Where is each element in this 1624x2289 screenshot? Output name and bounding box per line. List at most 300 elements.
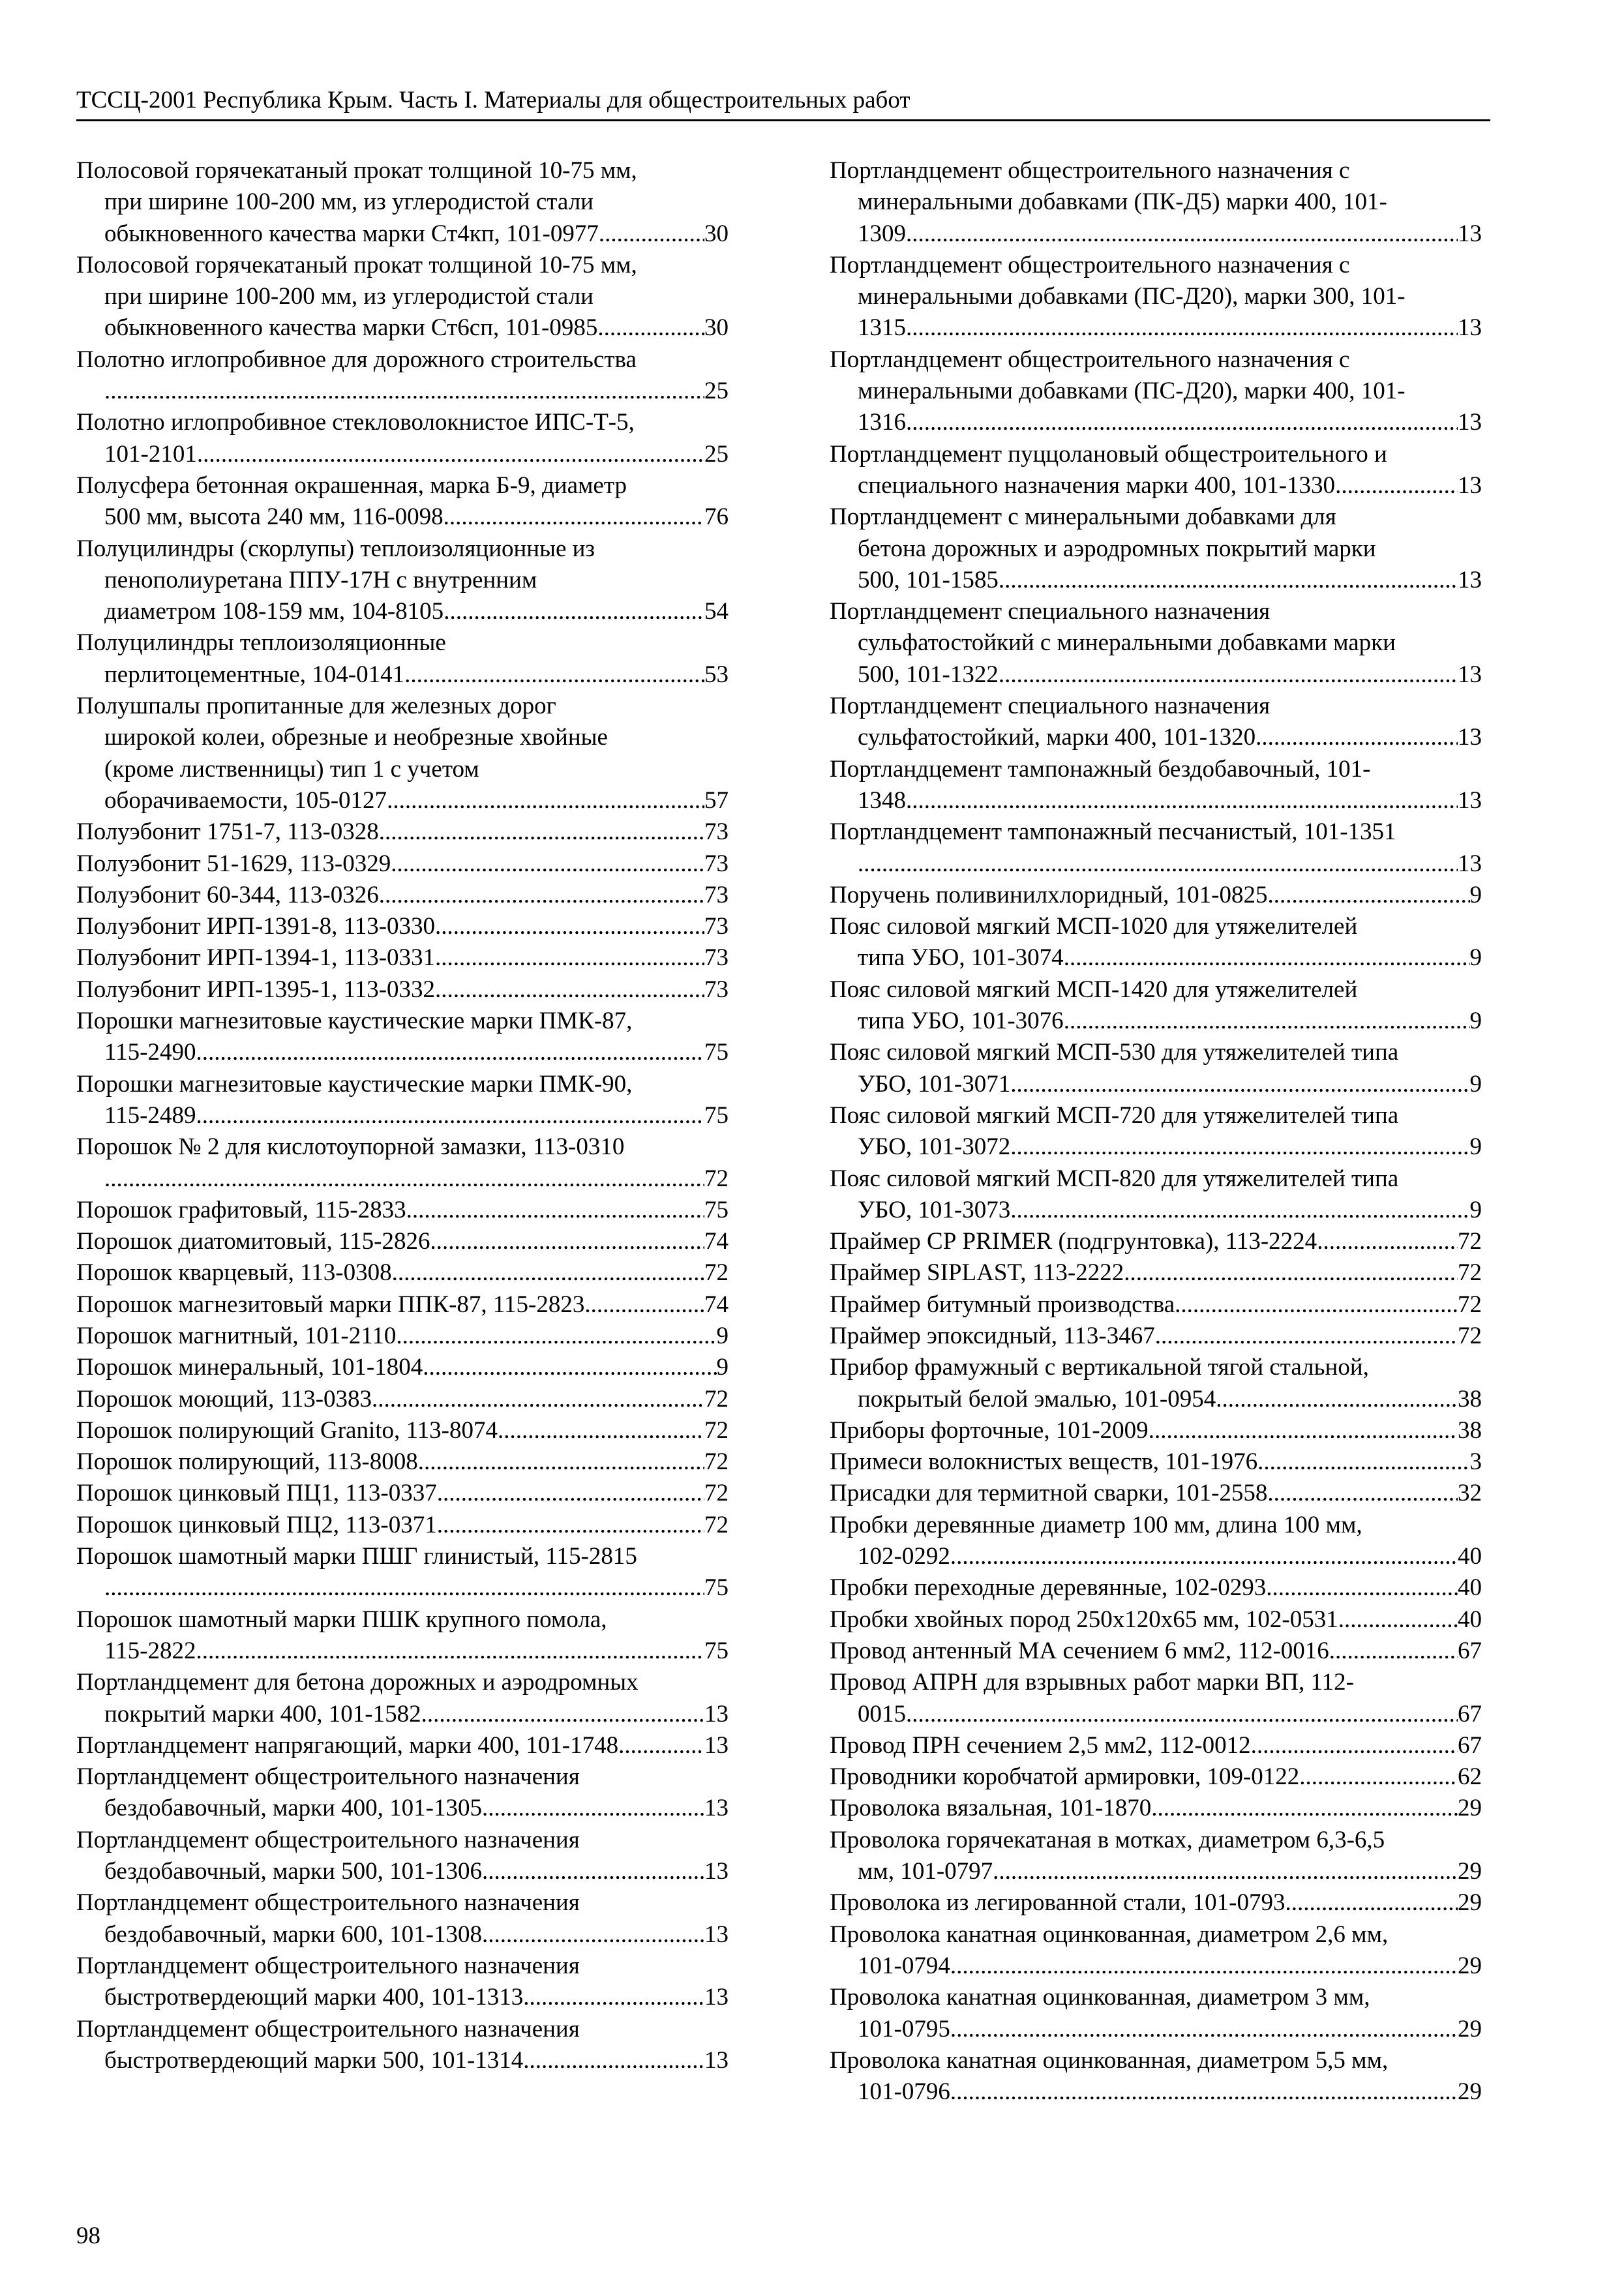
index-entry-page: 13 bbox=[1458, 724, 1482, 751]
index-entry-page: 54 bbox=[704, 598, 729, 625]
index-entry bbox=[830, 439, 1482, 502]
index-entry-line: Портландцемент общестроительного назначения bbox=[76, 1826, 580, 1853]
index-entry-page: 29 bbox=[1458, 1952, 1482, 1979]
dot-leader bbox=[372, 1384, 704, 1415]
index-entry-text: Проволока из легированной стали, 101-0793 bbox=[830, 1889, 1286, 1917]
index-entry-leader-row bbox=[76, 1446, 729, 1478]
dot-leader bbox=[1267, 1478, 1458, 1509]
index-entry-leader-row bbox=[830, 1384, 1482, 1415]
index-entry-line: Порошок шамотный марки ПШК крупного помола, bbox=[76, 1606, 607, 1633]
index-entry bbox=[76, 1226, 729, 1257]
index-entry-page: 72 bbox=[704, 1480, 729, 1507]
dot-leader bbox=[1335, 470, 1458, 501]
index-entry-text: Поручень поливинилхлоридный, 101-0825 bbox=[830, 881, 1268, 908]
index-entry bbox=[830, 1257, 1482, 1289]
index-entry-leader-row bbox=[830, 1699, 1482, 1730]
dot-leader bbox=[1299, 1761, 1458, 1793]
index-entry-text: Полуэбонит 1751-7, 113-0328 bbox=[76, 818, 379, 846]
index-entry-text: 0015 bbox=[858, 1700, 906, 1728]
index-entry bbox=[830, 155, 1482, 250]
index-entry-line: Пояс силовой мягкий МСП-720 для утяжелителей типа bbox=[830, 1101, 1399, 1129]
index-entry-leader-row bbox=[76, 880, 729, 911]
dot-leader bbox=[482, 1919, 704, 1951]
index-entry-text: Полуэбонит 51-1629, 113-0329 bbox=[76, 850, 391, 877]
index-entry-line: Полушпалы пропитанные для железных дорог bbox=[76, 693, 556, 720]
index-entry-leader-row bbox=[76, 1384, 729, 1415]
index-entry-text: Порошок полирующий Granito, 113-8074 bbox=[76, 1416, 498, 1444]
index-entry-page: 73 bbox=[704, 944, 729, 972]
index-entry-leader-row bbox=[76, 1195, 729, 1226]
index-entry-page: 29 bbox=[1458, 2015, 1482, 2042]
index-entry bbox=[76, 407, 729, 470]
index-entry-leader-row bbox=[830, 312, 1482, 344]
dot-leader bbox=[435, 942, 704, 974]
index-entry bbox=[76, 2014, 729, 2077]
index-entry bbox=[830, 250, 1482, 344]
index-entry-page: 75 bbox=[704, 1637, 729, 1664]
index-entry-leader-row bbox=[76, 439, 729, 470]
dot-leader bbox=[482, 1856, 704, 1887]
dot-leader bbox=[1256, 722, 1458, 753]
index-entry-page: 30 bbox=[704, 314, 729, 342]
index-entry bbox=[76, 1446, 729, 1478]
index-entry-text: Порошок моющий, 113-0383 bbox=[76, 1385, 372, 1413]
index-entry-text: Полуэбонит ИРП-1394-1, 113-0331 bbox=[76, 944, 436, 972]
index-entry-page: 75 bbox=[704, 1196, 729, 1223]
index-entry bbox=[76, 1384, 729, 1415]
dot-leader bbox=[104, 1163, 704, 1195]
index-entry-text: обыкновенного качества марки Ст4кп, 101-0977 bbox=[104, 220, 599, 247]
index-entry-page: 76 bbox=[704, 503, 729, 531]
index-entry-text: перлитоцементные, 104-0141 bbox=[104, 661, 405, 688]
index-entry-text: 101-2101 bbox=[104, 440, 197, 468]
index-entry-text: Праймер битумный производства bbox=[830, 1291, 1175, 1318]
index-entry-page: 72 bbox=[704, 1448, 729, 1476]
dot-leader bbox=[196, 1037, 704, 1068]
index-entry bbox=[76, 470, 729, 533]
index-entry bbox=[830, 1289, 1482, 1321]
dot-leader bbox=[1149, 1415, 1458, 1446]
index-entry-text: Портландцемент напрягающий, марки 400, 101-1748 bbox=[76, 1731, 619, 1759]
index-entry-line: Пояс силовой мягкий МСП-820 для утяжелителей типа bbox=[830, 1165, 1399, 1192]
index-entry-text: покрытий марки 400, 101-1582 bbox=[104, 1700, 421, 1728]
running-header: ТССЦ-2001 Республика Крым. Часть I. Материалы для общестроительных работ bbox=[76, 83, 1490, 121]
dot-leader bbox=[523, 2045, 704, 2076]
index-entry bbox=[76, 1887, 729, 1951]
dot-leader bbox=[1257, 1446, 1469, 1478]
index-entry-text: 1348 bbox=[858, 786, 906, 814]
index-entry-text: Проводники коробчатой армировки, 109-0122 bbox=[830, 1763, 1300, 1791]
dot-leader bbox=[1285, 1887, 1458, 1919]
index-entry-page: 72 bbox=[1458, 1228, 1482, 1255]
index-entry bbox=[830, 596, 1482, 691]
index-entry-leader-row bbox=[830, 1730, 1482, 1761]
index-entry-leader-row bbox=[830, 2076, 1482, 2108]
index-entry-text: быстротвердеющий марки 400, 101-1313 bbox=[104, 1984, 524, 2011]
index-entry-line: Проволока канатная оцинкованная, диаметром 5,5 мм, bbox=[830, 2046, 1389, 2074]
index-entry-page: 72 bbox=[704, 1385, 729, 1413]
dot-leader bbox=[906, 1699, 1458, 1730]
index-entry bbox=[76, 942, 729, 974]
index-entry bbox=[76, 1730, 729, 1761]
page-number: 98 bbox=[76, 2222, 100, 2249]
index-entry-leader-row bbox=[830, 785, 1482, 816]
dot-leader bbox=[999, 565, 1458, 596]
dot-leader bbox=[437, 1478, 704, 1509]
index-entry-text: Порошок минеральный, 101-1804 bbox=[76, 1354, 423, 1381]
dot-leader bbox=[950, 2014, 1458, 2045]
index-entry-text: специального назначения марки 400, 101-1330 bbox=[858, 471, 1336, 499]
index-entry-leader-row bbox=[830, 407, 1482, 438]
index-entry-page: 38 bbox=[1458, 1416, 1482, 1444]
index-entry bbox=[830, 1730, 1482, 1761]
index-entry-leader-row bbox=[76, 1919, 729, 1951]
dot-leader bbox=[387, 785, 704, 816]
dot-leader bbox=[950, 1541, 1458, 1572]
index-entry-page: 30 bbox=[704, 220, 729, 247]
index-entry-text: 115-2490 bbox=[104, 1039, 196, 1066]
index-entry-text: Проволока вязальная, 101-1870 bbox=[830, 1795, 1152, 1822]
index-entry-leader-row bbox=[830, 1321, 1482, 1352]
index-entry-leader-row bbox=[830, 1446, 1482, 1478]
index-entry-page: 9 bbox=[1469, 944, 1482, 972]
index-entry-leader-row bbox=[76, 942, 729, 974]
index-entry bbox=[830, 501, 1482, 596]
index-entry-leader-row bbox=[76, 1572, 729, 1604]
index-entry-line: сульфатостойкий с минеральными добавками марки bbox=[858, 629, 1396, 657]
index-entry bbox=[76, 1131, 729, 1195]
dot-leader bbox=[523, 1982, 704, 2013]
index-column-left bbox=[76, 155, 729, 2076]
index-entry bbox=[830, 880, 1482, 911]
index-entry-page: 9 bbox=[716, 1354, 729, 1381]
index-entry-leader-row bbox=[830, 1069, 1482, 1100]
index-entry-page: 9 bbox=[1469, 881, 1482, 908]
index-entry-line: Пояс силовой мягкий МСП-1020 для утяжелителей bbox=[830, 913, 1358, 940]
index-entry-page: 13 bbox=[1458, 661, 1482, 688]
dot-leader bbox=[197, 439, 704, 470]
index-entry-page: 75 bbox=[704, 1574, 729, 1602]
index-entry-leader-row bbox=[76, 785, 729, 816]
index-entry-page: 67 bbox=[1458, 1700, 1482, 1728]
index-entry bbox=[830, 911, 1482, 974]
index-entry-leader-row bbox=[830, 1195, 1482, 1226]
index-entry-page: 29 bbox=[1458, 1889, 1482, 1917]
index-entry-page: 74 bbox=[704, 1291, 729, 1318]
index-entry-line: Портландцемент общестроительного назначения bbox=[76, 1952, 580, 1979]
index-entry-text: Порошок магнезитовый марки ППК-87, 115-2823 bbox=[76, 1291, 585, 1318]
index-entry bbox=[830, 1604, 1482, 1636]
dot-leader bbox=[1266, 1572, 1458, 1604]
index-entry-text: мм, 101-0797 bbox=[858, 1858, 993, 1885]
index-entry-line: Портландцемент общестроительного назначения bbox=[76, 1763, 580, 1791]
dot-leader bbox=[1317, 1226, 1458, 1257]
dot-leader bbox=[950, 1951, 1458, 1982]
index-entry-line: Портландцемент общестроительного назначения bbox=[76, 1889, 580, 1917]
index-entry-text: Провод ПРН сечением 2,5 мм2, 112-0012 bbox=[830, 1731, 1251, 1759]
index-entry-line: Портландцемент для бетона дорожных и аэродромных bbox=[76, 1669, 639, 1696]
index-entry-text: Приборы форточные, 101-2009 bbox=[830, 1416, 1149, 1444]
index-entry-page: 13 bbox=[1458, 471, 1482, 499]
dot-leader bbox=[444, 596, 704, 627]
index-entry-leader-row bbox=[830, 1289, 1482, 1321]
index-entry-line: минеральными добавками (ПС-Д20), марки 300, 101- bbox=[858, 283, 1406, 310]
index-entry-page: 40 bbox=[1458, 1543, 1482, 1570]
index-entry bbox=[76, 974, 729, 1006]
index-entry-text: Праймер эпоксидный, 113-3467 bbox=[830, 1322, 1155, 1349]
index-entry-text: Порошок графитовый, 115-2833 bbox=[76, 1196, 406, 1223]
index-entry bbox=[76, 344, 729, 408]
index-entry-text: бездобавочный, марки 400, 101-1305 bbox=[104, 1795, 482, 1822]
index-entry-leader-row bbox=[830, 659, 1482, 691]
index-entry-page: 29 bbox=[1458, 2078, 1482, 2106]
index-entry-text: Порошок полирующий, 113-8008 bbox=[76, 1448, 418, 1476]
index-entry-text: типа УБО, 101-3076 bbox=[858, 1008, 1064, 1035]
index-entry-leader-row bbox=[830, 880, 1482, 911]
index-entry-line: Пояс силовой мягкий МСП-1420 для утяжелителей bbox=[830, 976, 1358, 1003]
index-column-right bbox=[830, 155, 1482, 2108]
index-entry-page: 13 bbox=[1458, 566, 1482, 593]
index-entry bbox=[830, 1887, 1482, 1919]
index-entry-text: Порошок магнитный, 101-2110 bbox=[76, 1322, 397, 1349]
index-entry-leader-row bbox=[830, 565, 1482, 596]
index-entry-text: 500, 101-1585 bbox=[858, 566, 999, 593]
index-entry-page: 25 bbox=[704, 440, 729, 468]
index-entry-page: 13 bbox=[704, 1921, 729, 1948]
index-entry bbox=[76, 1951, 729, 2014]
index-entry-page: 72 bbox=[1458, 1322, 1482, 1349]
index-entry bbox=[830, 344, 1482, 439]
dot-leader bbox=[1124, 1257, 1458, 1289]
dot-leader bbox=[1251, 1730, 1458, 1761]
dot-leader bbox=[1151, 1793, 1458, 1824]
index-entry-page: 9 bbox=[1469, 1070, 1482, 1098]
dot-leader bbox=[1010, 1131, 1469, 1163]
index-entry-page: 13 bbox=[704, 1858, 729, 1885]
index-entry-leader-row bbox=[76, 1982, 729, 2013]
index-entry bbox=[76, 1352, 729, 1383]
dot-leader bbox=[1267, 880, 1469, 911]
index-entry-leader-row bbox=[76, 1856, 729, 1887]
index-entry-line: Портландцемент общестроительного назначения с bbox=[830, 346, 1350, 373]
dot-leader bbox=[196, 1636, 704, 1667]
dot-leader bbox=[406, 1195, 704, 1226]
index-entry bbox=[830, 1825, 1482, 1888]
index-entry-leader-row bbox=[76, 501, 729, 533]
dot-leader bbox=[392, 1257, 704, 1289]
index-entry-line: Порошок № 2 для кислотоупорной замазки, 113-0310 bbox=[76, 1133, 625, 1161]
index-entry-leader-row bbox=[830, 2014, 1482, 2045]
index-entry-page: 73 bbox=[704, 976, 729, 1003]
index-entry-line: пенополиуретана ППУ-17Н с внутренним bbox=[104, 566, 537, 593]
index-entry-text: 115-2489 bbox=[104, 1101, 196, 1129]
index-entry bbox=[76, 1667, 729, 1730]
index-entry-page: 13 bbox=[1458, 220, 1482, 247]
index-entry-text: Полуэбонит 60-344, 113-0326 bbox=[76, 881, 379, 908]
index-entry bbox=[830, 1352, 1482, 1415]
index-entry bbox=[830, 1037, 1482, 1100]
index-entry bbox=[830, 1478, 1482, 1509]
dot-leader bbox=[858, 848, 1458, 880]
index-entry-leader-row bbox=[830, 1856, 1482, 1887]
index-entry-page: 72 bbox=[704, 1259, 729, 1287]
index-entry bbox=[76, 1541, 729, 1604]
index-entry-text: 101-0795 bbox=[858, 2015, 950, 2042]
index-entry-line: Портландцемент пуццолановый общестроительного и bbox=[830, 440, 1387, 468]
index-entry-leader-row bbox=[830, 942, 1482, 974]
dot-leader bbox=[418, 1446, 704, 1478]
index-entry-text: обыкновенного качества марки Ст6сп, 101-0985 bbox=[104, 314, 598, 342]
index-entry-leader-row bbox=[76, 1037, 729, 1068]
index-entry-text: Полуэбонит ИРП-1391-8, 113-0330 bbox=[76, 913, 436, 940]
dot-leader bbox=[437, 1510, 704, 1541]
index-entry-text: типа УБО, 101-3074 bbox=[858, 944, 1064, 972]
index-entry-leader-row bbox=[76, 1636, 729, 1667]
index-entry-page: 9 bbox=[1469, 1008, 1482, 1035]
index-entry-page: 13 bbox=[1458, 409, 1482, 436]
dot-leader bbox=[1064, 1006, 1470, 1037]
dot-leader bbox=[618, 1730, 704, 1761]
index-entry bbox=[830, 1793, 1482, 1824]
index-entry-leader-row bbox=[830, 1226, 1482, 1257]
index-entry-page: 3 bbox=[1469, 1448, 1482, 1476]
dot-leader bbox=[599, 218, 704, 250]
index-entry-page: 72 bbox=[704, 1416, 729, 1444]
index-entry-leader-row bbox=[76, 1699, 729, 1730]
dot-leader bbox=[498, 1415, 704, 1446]
index-entry-leader-row bbox=[76, 1793, 729, 1824]
index-entry-text: Порошок цинковый ПЦ1, 113-0337 bbox=[76, 1480, 437, 1507]
dot-leader bbox=[435, 974, 704, 1006]
index-entry-leader-row bbox=[76, 312, 729, 344]
index-entry-leader-row bbox=[76, 1415, 729, 1446]
index-entry-leader-row bbox=[830, 1415, 1482, 1446]
index-entry-line: минеральными добавками (ПК-Д5) марки 400, 101- bbox=[858, 188, 1387, 216]
index-entry bbox=[830, 1100, 1482, 1163]
index-entry-line: Порошок шамотный марки ПШГ глинистый, 115-2815 bbox=[76, 1543, 637, 1570]
index-entry-line: (кроме лиственницы) тип 1 с учетом bbox=[104, 755, 479, 783]
index-entry-page: 40 bbox=[1458, 1574, 1482, 1602]
index-entry-page: 73 bbox=[704, 850, 729, 877]
index-entry bbox=[76, 533, 729, 628]
index-entry-text: 115-2822 bbox=[104, 1637, 196, 1664]
index-entry-leader-row bbox=[830, 1541, 1482, 1572]
index-entry-line: Проволока канатная оцинкованная, диаметром 3 мм, bbox=[830, 1984, 1370, 2011]
index-entry-text: оборачиваемости, 105-0127 bbox=[104, 786, 387, 814]
index-entry-line: Портландцемент тампонажный песчанистый, 101-1351 bbox=[830, 818, 1396, 846]
index-entry bbox=[76, 848, 729, 880]
dot-leader bbox=[597, 312, 704, 344]
index-entry bbox=[76, 1415, 729, 1446]
index-entry-page: 13 bbox=[704, 1700, 729, 1728]
index-entry-page: 9 bbox=[716, 1322, 729, 1349]
index-entry-leader-row bbox=[76, 1289, 729, 1321]
index-entry-line: Портландцемент общестроительного назначения с bbox=[830, 157, 1350, 184]
index-entry-leader-row bbox=[76, 218, 729, 250]
dot-leader bbox=[104, 376, 704, 407]
index-entry bbox=[76, 627, 729, 691]
index-entry-leader-row bbox=[830, 1572, 1482, 1604]
index-entry-line: Полуцилиндры (скорлупы) теплоизоляционные из bbox=[76, 535, 595, 562]
index-entry-page: 62 bbox=[1458, 1763, 1482, 1791]
index-entry-leader-row bbox=[76, 911, 729, 942]
index-entry-page: 72 bbox=[1458, 1259, 1482, 1287]
dot-leader bbox=[584, 1289, 704, 1321]
index-entry-text: 101-0796 bbox=[858, 2078, 950, 2106]
index-entry bbox=[830, 1982, 1482, 2045]
index-entry-line: Полотно иглопробивное для дорожного строительства bbox=[76, 346, 637, 373]
index-entry-page: 72 bbox=[1458, 1291, 1482, 1318]
dot-leader bbox=[404, 659, 704, 691]
dot-leader bbox=[1329, 1636, 1458, 1667]
index-entry bbox=[76, 1069, 729, 1132]
index-entry-page: 13 bbox=[1458, 850, 1482, 877]
dot-leader bbox=[906, 785, 1458, 816]
dot-leader bbox=[391, 848, 704, 880]
index-entry-page: 67 bbox=[1458, 1637, 1482, 1664]
index-entry-line: широкой колеи, обрезные и необрезные хвойные bbox=[104, 724, 608, 751]
index-entry-text: УБО, 101-3071 bbox=[858, 1070, 1011, 1098]
index-entry-leader-row bbox=[830, 722, 1482, 753]
index-entry-line: Пояс силовой мягкий МСП-530 для утяжелителей типа bbox=[830, 1039, 1399, 1066]
index-entry-text: 500, 101-1322 bbox=[858, 661, 999, 688]
dot-leader bbox=[1175, 1289, 1458, 1321]
index-entry bbox=[830, 1572, 1482, 1604]
index-entry-leader-row bbox=[76, 1478, 729, 1509]
index-entry-line: Портландцемент с минеральными добавками для bbox=[830, 503, 1336, 531]
index-entry bbox=[76, 250, 729, 344]
index-entry-page: 9 bbox=[1469, 1133, 1482, 1161]
index-entry-page: 57 bbox=[704, 786, 729, 814]
index-entry-text: Пробки хвойных пород 250х120х65 мм, 102-0531 bbox=[830, 1606, 1338, 1633]
index-entry-text: бездобавочный, марки 600, 101-1308 bbox=[104, 1921, 482, 1948]
index-entry-text: 1309 bbox=[858, 220, 906, 247]
index-entry-leader-row bbox=[830, 848, 1482, 880]
index-entry-leader-row bbox=[76, 848, 729, 880]
dot-leader bbox=[430, 1226, 704, 1257]
index-entry-text: Праймер СР PRIMER (подгрунтовка), 113-2224 bbox=[830, 1228, 1317, 1255]
index-entry-line: при ширине 100-200 мм, из углеродистой стали bbox=[104, 283, 594, 310]
index-entry bbox=[830, 1163, 1482, 1227]
index-entry-page: 73 bbox=[704, 881, 729, 908]
index-entry-leader-row bbox=[830, 1887, 1482, 1919]
index-entry bbox=[76, 816, 729, 848]
index-entry-page: 13 bbox=[1458, 786, 1482, 814]
index-entry-line: Порошки магнезитовые каустические марки ПМК-87, bbox=[76, 1008, 633, 1035]
dot-leader bbox=[196, 1100, 704, 1131]
index-entry bbox=[76, 1006, 729, 1069]
index-entry bbox=[830, 816, 1482, 880]
index-entry-text: Полуэбонит ИРП-1395-1, 113-0332 bbox=[76, 976, 436, 1003]
dot-leader bbox=[1010, 1069, 1469, 1100]
dot-leader bbox=[379, 816, 704, 848]
dot-leader bbox=[1010, 1195, 1469, 1226]
dot-leader bbox=[379, 880, 704, 911]
index-entry-leader-row bbox=[830, 1257, 1482, 1289]
dot-leader bbox=[104, 1572, 704, 1604]
dot-leader bbox=[906, 407, 1458, 438]
index-entry bbox=[76, 1825, 729, 1888]
index-entry-leader-row bbox=[830, 1006, 1482, 1037]
index-entry-leader-row bbox=[76, 974, 729, 1006]
index-entry-leader-row bbox=[830, 1761, 1482, 1793]
index-entry bbox=[76, 1510, 729, 1541]
index-entry-line: Полусфера бетонная окрашенная, марка Б-9, диаметр bbox=[76, 471, 627, 499]
index-entry-page: 73 bbox=[704, 818, 729, 846]
index-entry bbox=[76, 1761, 729, 1825]
index-entry-line: Портландцемент общестроительного назначения bbox=[76, 2015, 580, 2042]
index-entry bbox=[830, 691, 1482, 754]
